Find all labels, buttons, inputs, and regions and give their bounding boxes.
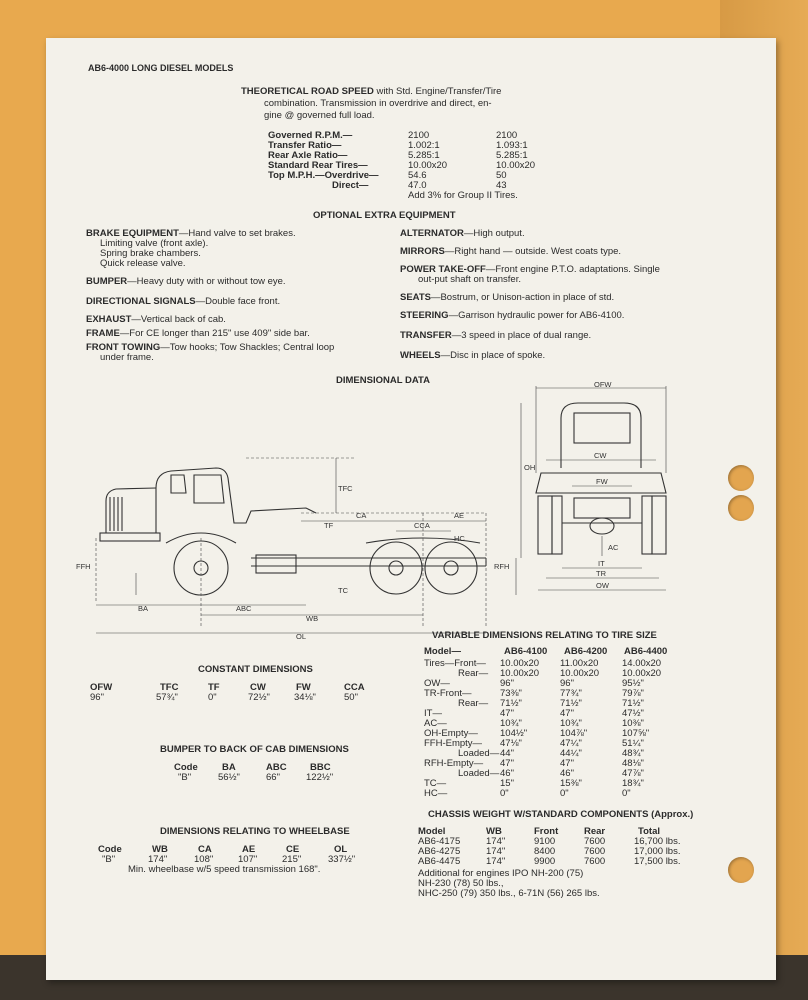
chassis-cell: 174" [486, 836, 506, 847]
variable-row-value: 10¾" [500, 718, 522, 729]
speed-row-label: Rear Axle Ratio— [268, 150, 348, 161]
speed-row-label: Direct— [332, 180, 369, 191]
svg-text:CW: CW [594, 451, 607, 460]
variable-row-value: 0" [622, 788, 631, 799]
chassis-note: NHC-250 (79) 350 lbs., 6-71N (56) 265 lbs. [418, 888, 600, 899]
wheelbase-value: 215" [282, 854, 302, 865]
road-speed-title: THEORETICAL ROAD SPEED [241, 86, 374, 97]
variable-row-label: FFH-Empty— [424, 738, 483, 749]
truck-side-view-diagram [76, 393, 516, 641]
svg-text:OH: OH [524, 463, 536, 472]
constant-value: 96" [90, 692, 104, 703]
bumper-cab-value: 66" [266, 772, 280, 783]
svg-text:AC: AC [608, 543, 619, 552]
speed-row-value: 2100 [496, 130, 518, 141]
variable-row-value: 48⅛" [622, 758, 644, 769]
binder-hole [728, 465, 754, 491]
seats-text: —Bostrum, or Unison-action in place of std. [430, 292, 615, 303]
variable-row-label: Rear— [458, 668, 489, 679]
chassis-header: Rear [584, 826, 606, 837]
variable-row-value: 47" [500, 758, 514, 769]
svg-text:FFH: FFH [76, 562, 91, 571]
chassis-cell: 7600 [584, 856, 606, 867]
bumper-text: —Heavy duty with or without tow eye. [127, 276, 286, 287]
wheelbase-title: DIMENSIONS RELATING TO WHEELBASE [160, 826, 350, 837]
wheelbase-value: 337½" [328, 854, 356, 865]
exhaust-label: EXHAUST [86, 314, 132, 325]
svg-text:TR: TR [596, 569, 606, 578]
pto-text: —Front engine P.T.O. adaptations. Single [485, 264, 660, 275]
variable-header: AB6-4200 [564, 646, 608, 657]
speed-row-value: 5.285:1 [496, 150, 528, 161]
signals-text: —Double face front. [195, 296, 281, 307]
svg-text:BA: BA [138, 604, 149, 613]
wheelbase-header: Code [98, 844, 122, 855]
wheelbase-header: AE [242, 844, 256, 855]
variable-row-label: OW— [424, 678, 450, 689]
variable-header: Model— [424, 646, 461, 657]
speed-row-label: Governed R.P.M.— [268, 130, 353, 141]
dimensional-title: DIMENSIONAL DATA [336, 375, 430, 386]
chassis-cell: 7600 [584, 836, 606, 847]
speed-row-value: 1.002:1 [408, 140, 440, 151]
variable-row-value: 47⅞" [622, 768, 644, 779]
variable-row-value: 71½" [622, 698, 644, 709]
constant-header: CCA [344, 682, 365, 693]
variable-row-value: 47¼" [560, 738, 582, 749]
chassis-cell: 174" [486, 856, 506, 867]
chassis-cell: AB6-4275 [418, 846, 461, 857]
constant-value: 34⅛" [294, 692, 316, 703]
variable-row-label: AC— [424, 718, 447, 729]
chassis-cell: 17,000 lbs. [634, 846, 681, 857]
variable-row-value: 47" [500, 708, 514, 719]
variable-row-label: TR-Front— [424, 688, 472, 699]
svg-text:TF: TF [324, 521, 334, 530]
constant-value: 0" [208, 692, 217, 703]
variable-row-value: 47⅛" [500, 738, 522, 749]
variable-title: VARIABLE DIMENSIONS RELATING TO TIRE SIZE [432, 630, 657, 641]
pto-label: POWER TAKE-OFF [400, 264, 486, 275]
binder-hole [728, 857, 754, 883]
brake-text: —Hand valve to set brakes. [178, 228, 296, 239]
svg-text:TFC: TFC [338, 484, 353, 493]
wheelbase-value: 174" [148, 854, 168, 865]
speed-row-value: 2100 [408, 130, 430, 141]
variable-header: AB6-4400 [624, 646, 668, 657]
variable-row-value: 46" [500, 768, 514, 779]
mirrors-text: —Right hand — outside. West coats type. [444, 246, 622, 257]
brake-text: Limiting valve (front axle). [100, 238, 209, 249]
variable-row-value: 96" [500, 678, 514, 689]
speed-row-value: 43 [496, 180, 507, 191]
bumper-cab-header: BA [222, 762, 236, 773]
constant-title: CONSTANT DIMENSIONS [198, 664, 313, 675]
variable-row-label: Tires—Front— [424, 658, 486, 669]
variable-row-label: TC— [424, 778, 447, 789]
chassis-header: Total [638, 826, 660, 837]
svg-text:TC: TC [338, 586, 348, 595]
wheelbase-header: CA [198, 844, 212, 855]
signals-label: DIRECTIONAL SIGNALS [86, 296, 196, 307]
variable-row-value: 77¾" [560, 688, 582, 699]
svg-text:OL: OL [296, 632, 307, 641]
wheelbase-value: "B" [102, 854, 116, 865]
variable-row-value: 10.00x20 [560, 668, 600, 679]
pto-text: out-put shaft on transfer. [418, 274, 521, 285]
road-speed-line2: combination. Transmission in overdrive and direct, en- [264, 98, 492, 109]
variable-header: AB6-4100 [504, 646, 548, 657]
variable-row-value: 10.00x20 [622, 668, 662, 679]
chassis-cell: 9900 [534, 856, 556, 867]
bumper-cab-value: "B" [178, 772, 192, 783]
brake-text: Spring brake chambers. [100, 248, 201, 259]
chassis-note: Additional for engines IPO NH-200 (75) [418, 868, 584, 879]
road-speed-note: Add 3% for Group II Tires. [408, 190, 518, 201]
speed-row-value: 47.0 [408, 180, 427, 191]
variable-row-value: 95½" [622, 678, 644, 689]
variable-row-value: 15" [500, 778, 514, 789]
speed-row-value: 10.00x20 [408, 160, 448, 171]
variable-row-value: 44¼" [560, 748, 582, 759]
frame-text: —For CE longer than 215" use 409" side bar. [119, 328, 310, 339]
variable-row-value: 18¾" [622, 778, 644, 789]
wheelbase-header: OL [334, 844, 348, 855]
bumper-cab-header: Code [174, 762, 198, 773]
bumper-cab-value: 122½" [306, 772, 334, 783]
towing-text: —Tow hooks; Tow Shackles; Central loop [160, 342, 335, 353]
variable-row-value: 96" [560, 678, 574, 689]
variable-row-label: HC— [424, 788, 448, 799]
wheels-label: WHEELS [400, 350, 441, 361]
brake-text: Quick release valve. [100, 258, 186, 269]
chassis-cell: 174" [486, 846, 506, 857]
svg-text:CA: CA [356, 511, 367, 520]
chassis-title: CHASSIS WEIGHT W/STANDARD COMPONENTS (Approx.) [428, 809, 694, 820]
bumper-cab-value: 56½" [218, 772, 240, 783]
chassis-header: WB [486, 826, 502, 837]
constant-header: CW [250, 682, 266, 693]
svg-text:IT: IT [598, 559, 605, 568]
svg-text:OFW: OFW [594, 380, 612, 389]
variable-row-value: 0" [560, 788, 569, 799]
bumper-cab-header: BBC [310, 762, 331, 773]
mirrors-label: MIRRORS [400, 246, 445, 257]
alternator-label: ALTERNATOR [400, 228, 464, 239]
chassis-cell: 8400 [534, 846, 556, 857]
variable-row-value: 44" [500, 748, 514, 759]
bumper-label: BUMPER [86, 276, 128, 287]
brake-label: BRAKE EQUIPMENT [86, 228, 179, 239]
speed-row-value: 54.6 [408, 170, 427, 181]
binder-hole [728, 495, 754, 521]
variable-row-value: 14.00x20 [622, 658, 662, 669]
constant-value: 72½" [248, 692, 270, 703]
chassis-cell: 16,700 lbs. [634, 836, 681, 847]
variable-row-value: 107⅝" [622, 728, 650, 739]
wheels-text: —Disc in place of spoke. [440, 350, 546, 361]
variable-row-value: 47" [560, 758, 574, 769]
variable-row-label: Rear— [458, 698, 489, 709]
transfer-label: TRANSFER [400, 330, 452, 341]
spec-sheet [46, 38, 776, 980]
wheelbase-value: 108" [194, 854, 214, 865]
wheelbase-header: WB [152, 844, 168, 855]
wheelbase-value: 107" [238, 854, 258, 865]
variable-row-value: 10.00x20 [500, 668, 540, 679]
chassis-cell: 9100 [534, 836, 556, 847]
variable-row-value: 46" [560, 768, 574, 779]
speed-row-value: 10.00x20 [496, 160, 536, 171]
speed-row-value: 1.093:1 [496, 140, 528, 151]
variable-row-label: OH-Empty— [424, 728, 478, 739]
variable-row-value: 47½" [622, 708, 644, 719]
speed-row-label: Standard Rear Tires— [268, 160, 368, 171]
variable-row-value: 0" [500, 788, 509, 799]
towing-text: under frame. [100, 352, 154, 363]
svg-text:CCA: CCA [414, 521, 430, 530]
variable-row-value: 104⅞" [560, 728, 588, 739]
variable-row-value: 10.00x20 [500, 658, 540, 669]
variable-row-value: 10¾" [560, 718, 582, 729]
road-speed-line3: gine @ governed full load. [264, 110, 375, 121]
variable-row-label: Loaded— [458, 748, 500, 759]
steering-label: STEERING [400, 310, 449, 321]
chassis-note: NH-230 (78) 50 lbs., [418, 878, 504, 889]
variable-row-label: IT— [424, 708, 442, 719]
variable-row-value: 51¼" [622, 738, 644, 749]
constant-value: 50" [344, 692, 358, 703]
svg-text:RFH: RFH [494, 562, 510, 571]
svg-text:WB: WB [306, 614, 319, 623]
transfer-text: —3 speed in place of dual range. [451, 330, 592, 341]
variable-row-value: 11.00x20 [560, 658, 599, 669]
steering-text: —Garrison hydraulic power for AB6-4100. [448, 310, 625, 321]
chassis-header: Model [418, 826, 446, 837]
wheelbase-header: CE [286, 844, 300, 855]
chassis-cell: 17,500 lbs. [634, 856, 681, 867]
svg-text:OW: OW [596, 581, 609, 590]
frame-label: FRAME [86, 328, 120, 339]
variable-row-value: 71½" [560, 698, 582, 709]
constant-header: FW [296, 682, 311, 693]
constant-header: TF [208, 682, 220, 693]
towing-label: FRONT TOWING [86, 342, 161, 353]
truck-front-view-diagram [516, 378, 691, 608]
speed-row-label: Transfer Ratio— [268, 140, 342, 151]
bumper-cab-title: BUMPER TO BACK OF CAB DIMENSIONS [160, 744, 349, 755]
speed-row-value: 5.285:1 [408, 150, 440, 161]
variable-row-value: 10⅜" [622, 718, 644, 729]
constant-header: TFC [160, 682, 179, 693]
bumper-cab-header: ABC [266, 762, 287, 773]
chassis-header: Front [534, 826, 559, 837]
chassis-cell: AB6-4475 [418, 856, 461, 867]
chassis-cell: 7600 [584, 846, 606, 857]
speed-row-value: 50 [496, 170, 507, 181]
page-header: AB6-4000 LONG DIESEL MODELS [88, 63, 234, 73]
variable-row-value: 104½" [500, 728, 528, 739]
variable-row-label: RFH-Empty— [424, 758, 484, 769]
variable-row-value: 71½" [500, 698, 522, 709]
variable-row-value: 73⅜" [500, 688, 522, 699]
alternator-text: —High output. [463, 228, 525, 239]
seats-label: SEATS [400, 292, 431, 303]
variable-row-value: 15⅜" [560, 778, 582, 789]
svg-text:HC: HC [454, 534, 465, 543]
svg-text:ABC: ABC [236, 604, 252, 613]
variable-row-value: 48¾" [622, 748, 644, 759]
svg-text:AE: AE [454, 511, 465, 520]
chassis-cell: AB6-4175 [418, 836, 461, 847]
optional-title: OPTIONAL EXTRA EQUIPMENT [313, 210, 456, 221]
svg-text:FW: FW [596, 477, 608, 486]
variable-row-value: 47" [560, 708, 574, 719]
road-speed-intro: with Std. Engine/Transfer/Tire [376, 86, 502, 97]
exhaust-text: —Vertical back of cab. [131, 314, 226, 325]
variable-row-value: 79⅞" [622, 688, 644, 699]
wheelbase-note: Min. wheelbase w/5 speed transmission 168". [128, 864, 321, 875]
variable-row-label: Loaded— [458, 768, 500, 779]
speed-row-label: Top M.P.H.—Overdrive— [268, 170, 379, 181]
constant-header: OFW [90, 682, 113, 693]
constant-value: 57¾" [156, 692, 178, 703]
